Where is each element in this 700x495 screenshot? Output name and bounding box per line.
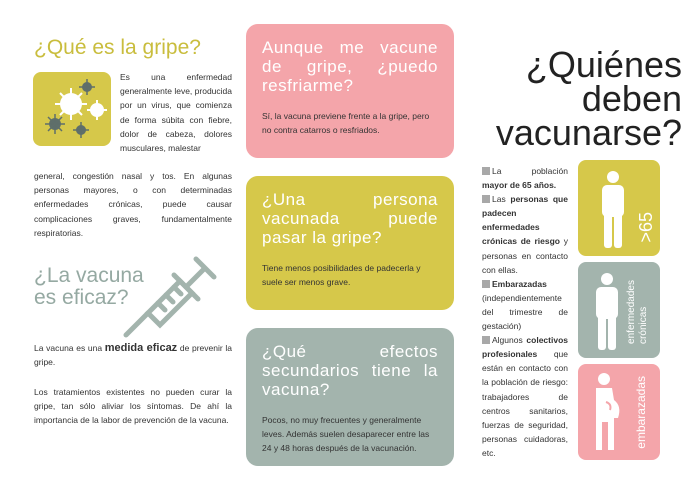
card-cold-text: Sí, la vacuna previene frente a la gripe, pero no contra catarros o resfriados.	[262, 111, 430, 135]
who-title-line3: vacunarse?	[495, 112, 682, 153]
tile-pregnant-label: embarazadas	[634, 376, 648, 449]
who-title	[484, 44, 682, 153]
card-vaccinated-title: ¿Una persona vacunada puede pasar la gripe?	[262, 190, 438, 247]
what-is-flu-text-top: Es una enfermedad generalmente leve, producida por un virus, que comienza de forma súbita con fiebre, dolor de cabeza, dolores musculares, malestar	[120, 72, 232, 154]
card-side-effects-title: ¿Qué efectos secundarios tiene la vacuna?	[262, 342, 438, 399]
syringe-icon	[118, 243, 218, 343]
vaccine-effective-text2: Los tratamientos existentes no pueden curar la gripe, tan sólo aliviar los síntomas. De ahí la importancia de la labor de prevención de la vacuna.	[34, 387, 232, 426]
what-is-flu-title: ¿Qué es la gripe?	[34, 36, 201, 59]
card-cold-title: Aunque me vacune de gripe, ¿puedo resfriarme?	[262, 38, 438, 95]
who-item-professionals: Algunos colectivos profesionales que están en contacto con la población de riesgo: trabajadores de centros sanitarios, fuerzas de seguridad, personas cuidadoras, etc.	[482, 335, 568, 458]
pregnant-woman-icon	[590, 372, 622, 454]
virus-icon	[33, 72, 111, 146]
who-list	[482, 164, 568, 460]
tile-chronic-label: enfermedades crónicas	[626, 280, 649, 344]
who-item-pregnant: Embarazadas (independientemente del trimestre de gestación)	[482, 278, 568, 332]
tile-over-65-label: >65	[636, 212, 656, 243]
card-side-effects-text: Pocos, no muy frecuentes y generalmente leves. Además suelen desaparecer entre las 24 y 48 horas después de la vacunación.	[262, 415, 430, 453]
vaccine-effective-title-line2: es eficaz?	[34, 286, 129, 309]
card-cold	[246, 24, 454, 158]
vaccine-effective-text1: La vacuna es una medida eficaz de prevenir la gripe.	[34, 342, 232, 368]
card-vaccinated	[246, 176, 454, 310]
vaccine-effective-title-line1: ¿La vacuna	[34, 264, 144, 287]
what-is-flu-text-bottom: general, congestión nasal y tos. En algunas personas mayores, o con determinadas enfermedades crónicas, puede causar complicaciones graves, fundamentalmente respiratorias.	[34, 171, 232, 238]
who-item-chronic: Las personas que padecen enfermedades crónicas de riesgo y personas en contacto con ellas.	[482, 194, 568, 275]
tile-chronic	[578, 262, 660, 358]
person-icon	[598, 170, 628, 250]
card-side-effects	[246, 328, 454, 466]
tile-pregnant	[578, 364, 660, 460]
who-item-elderly: La población mayor de 65 años.	[482, 166, 568, 191]
tile-over-65	[578, 160, 660, 256]
who-title-line1: ¿Quiénes	[525, 44, 682, 85]
person-icon	[592, 272, 622, 352]
card-vaccinated-text: Tiene menos posibilidades de padecerla y suele ser menos grave.	[262, 263, 421, 287]
who-title-line2: deben	[581, 78, 682, 119]
